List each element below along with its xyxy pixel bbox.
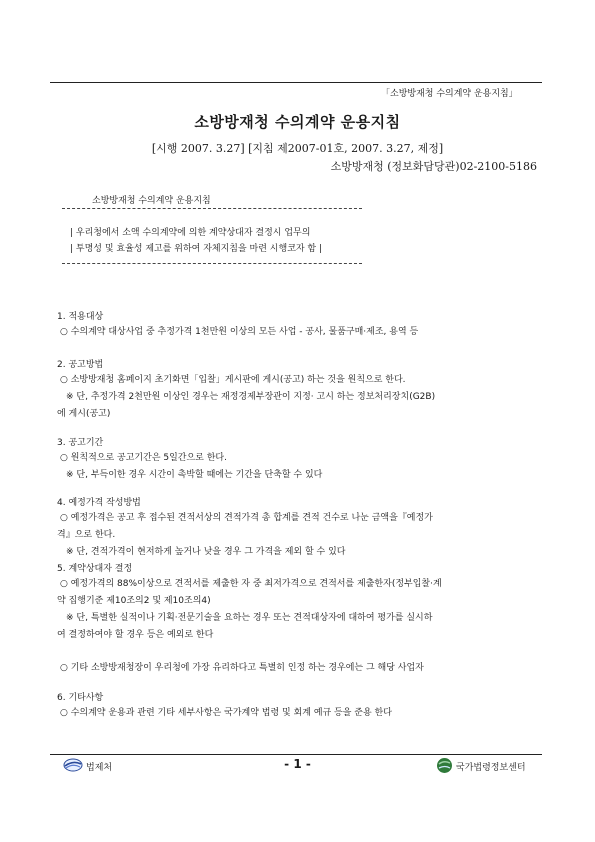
- center-org-name: 국가법령정보센터: [456, 763, 526, 773]
- section-continuation: 격』으로 한다.: [57, 530, 116, 540]
- page-number: - 1 -: [284, 757, 311, 771]
- footer-rule: [50, 754, 542, 755]
- section-heading: 2. 공고방법: [57, 360, 104, 370]
- header-rule: [50, 82, 542, 83]
- section-note: ※ 단, 추정가격 2천만원 이상인 경우는 재정경제부장관이 지정· 고시 하는 정보처리장치(G2B): [66, 392, 436, 402]
- page-title: 소방방재청 수의계약 운용지침: [194, 113, 401, 131]
- section-heading: 4. 예정가격 작성방법: [57, 498, 141, 508]
- section-bullet: ○ 예정가격은 공고 후 접수된 견적서상의 견적가격 총 합계를 견적 건수로 나눈 금액을『예정가: [60, 513, 433, 523]
- section-heading: 3. 공고기간: [57, 438, 104, 448]
- summary-title: 소방방재청 수의계약 운용지침: [92, 196, 211, 206]
- section-bullet: ○ 기타 소방방재청장이 우리청에 가장 유리하다고 특별히 인정 하는 경우에는 그 해당 사업자: [60, 663, 424, 673]
- section-note: ※ 단, 부득이한 경우 시간이 촉박할 때에는 기간을 단축할 수 있다: [66, 470, 323, 480]
- summary-line-1: | 우리청에서 소액 수의계약에 의한 계약상대자 결정시 업무의: [70, 228, 311, 238]
- section-heading: 5. 계약상대자 결정: [57, 564, 133, 574]
- section-bullet: ○ 예정가격의 88%이상으로 견적서를 제출한 자 중 최저가격으로 견적서를 제출한자(정부입찰·계: [60, 579, 442, 589]
- summary-line-2: | 투명성 및 효율성 제고를 위하여 자체지침을 마련 시행코자 함 |: [70, 244, 323, 254]
- section-bullet: ○ 소방방재청 홈페이지 초기화면「입찰」게시판에 게시(공고) 하는 것을 원칙으로 한다.: [60, 375, 406, 385]
- globe-logo-icon: [436, 757, 453, 774]
- doc-series-title: 「소방방재청 수의계약 운용지침」: [381, 89, 518, 99]
- law-org-name: 법제처: [86, 763, 113, 773]
- section-note: ※ 단, 견적가격이 현저하게 높거나 낮을 경우 그 가격을 제외 할 수 있다: [66, 547, 346, 557]
- section-note: ※ 단, 특별한 실적이나 기획·전문기술을 요하는 경우 또는 견적대상자에 대하여 평가를 실시하: [66, 613, 433, 623]
- section-bullet: ○ 원칙적으로 공고기간은 5일간으로 한다.: [60, 453, 227, 463]
- section-bullet: ○ 수의계약 대상사업 중 추정가격 1천만원 이상의 모든 사업 - 공사, 물품구매·제조, 용역 등: [60, 327, 419, 337]
- section-continuation: 여 결정하여야 할 경우 등은 예외로 한다: [57, 630, 214, 640]
- section-continuation: 약 집행기준 제10조의2 및 제10조의4): [57, 596, 211, 606]
- section-bullet: ○ 수의계약 운용과 관련 기타 세부사항은 국가계약 법령 및 회계 예규 등을 준용 한다: [60, 708, 392, 718]
- enactment-meta: [시행 2007. 3.27] [지침 제2007-01호, 2007. 3.27, 제정]: [151, 142, 444, 155]
- section-heading: 6. 기타사항: [57, 693, 104, 703]
- section-continuation: 에 게시(공고): [57, 409, 111, 419]
- section-heading: 1. 적용대상: [57, 312, 104, 322]
- department-contact: 소방방재청 (정보화담당관)02-2100-5186: [330, 160, 537, 173]
